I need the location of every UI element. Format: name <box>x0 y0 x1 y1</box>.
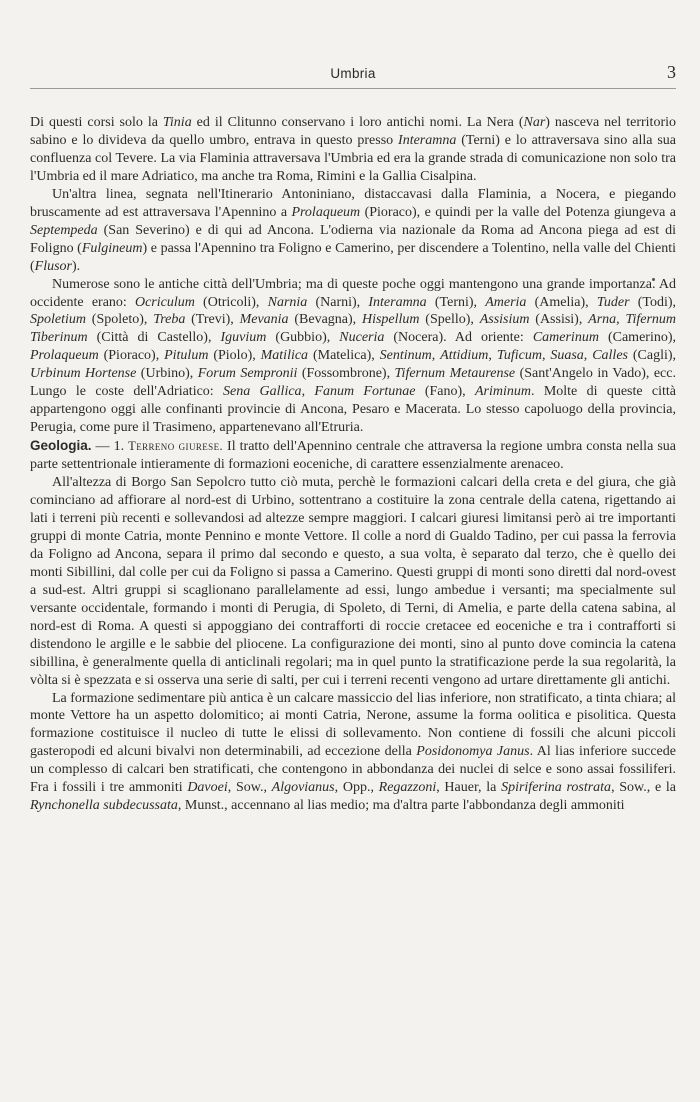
geology-continuation: la regione umbra consta nella sua parte settentrionale intieramente di formazioni eoceniche, di carattere essenzialmente arenaceo. <box>30 439 676 473</box>
paragraph-rivers: Di questi corsi solo la Tinia ed il Clitunno conservano i loro antichi nomi. La Nera (Nar) nasceva nel territorio sabino e lo divideva da quello umbro, entrava in questo presso Interamna (Terni) e lo attraversava sino alla sua confluenza col Tevere. La via Flaminia attraversava l'Umbria ed era la grande strada di comunicazione non solo tra l'Umbria ed il mare Adriatico, ma anche tra Roma, Rimini e la Gallia Cisalpina. <box>30 115 676 184</box>
paragraph-formazione: La formazione sedimentare più antica è un calcare massiccio del lias inferiore, non stratificato, a tinta chiara; al monte Vettore ha un aspetto dolomitico; ai monti Catria, Nerone, assume la forma oolitica e pisolitica. Questa formazione costituisce il nucleo di tutte le elissi di sollevamento. Non contiene di fossili che alcuni piccoli gasteropodi ed alcuni bivalvi non determinabili, ad eccezione della Posidonomya Janus. Al lias inferiore succede un complesso di calcari ben stratificati, che contengono in abbondanza dei nuclei di selce e sono assai fossiliferi. Fra i fossili i tre ammoniti Davoei, Sow., Algovianus, Opp., Regazzoni, Hauer, la Spiriferina rostrata, Sow., e la Rynchonella subdecussata, Munst., accennano al lias medio; ma d'altra parte l'abbondanza degli ammoniti <box>30 690 676 814</box>
paragraph-cities: Numerose sono le antiche città dell'Umbria; ma di queste poche oggi mantengono una grande importanza. Ad occidente erano: Ocriculum (Otricoli), Narnia (Narni), Interamna (Terni), Ameria (Amelia), Tuder (Todi), Spoletium (Spoleto), Treba (Trevi), Mevania (Bevagna), Hispellum (Spello), Assisium (Assisi), Arna, Tifernum Tiberinum (Città di Castello), Iguvium (Gubbio), Nuceria (Nocera). Ad oriente: Camerinum (Camerino), Prolaqueum (Pioraco), Pitulum (Piolo), Matilica (Matelica), Sentinum, Attidium, Tuficum, Suasa, Calles (Cagli), Urbinum Hortense (Urbino), Forum Sempronii (Fossombrone), Tifernum Metaurense (Sant'Angelo in Vado), ecc. Lungo le coste dell'Adriatico: Sena Gallica, Fanum Fortunae (Fano), Ariminum. Molte di queste città appartengono oggi alle confinanti provincie di Ancona, Pesaro e Macerata. Lo stesso capoluogo della provincia, Perugia, come pure il Trasimeno, appartenevano all'Etruria. <box>30 276 677 436</box>
page-header <box>30 62 676 84</box>
paragraph-borgo-san-sepolcro: All'altezza di Borgo San Sepolcro tutto ciò muta, perchè le formazioni calcari della creta e del giura, che già cominciano ad affiorare al nord-est di Urbino, sottentrano a costituire la zona centrale della catena, rigettando ai lati i terreni più recenti e sollevandosi ad altezze sempre maggiori. I calcari giuresi limitansi però ai tre importanti gruppi di monte Catria, monte Pennino e monte Vettore. Il colle a nord di Gualdo Tadino, per cui passa la ferrovia da Foligno ad Ancona, separa il primo dal secondo e questo, a sua volta, è separato dal terzo, che è quello dei monti Sibillini, dal colle per cui da Foligno si passa a Camerino. Questi gruppi di monti sono diretti dal nord-ovest a sud-est. Altri gruppi si scaglionano parallelamente ad essi, lungo ambedue i versanti; ma specialmente sul versante occidentale, formando i monti di Perugia, di Spoleto, di Terni, di Amelia, e parte della catena sabina, al nord-est di Roma. A questi si appoggiano dei contrafforti di roccie cretacee ed eoceniche e tra i contrafforti si distendono le argille e le sabbie del pliocene. La configurazione dei monti, sino al punto dove comincia la catena sibillina, è generalmente quella di anticlinali regolari; ma in quel punto la stratificazione perde la sua regolarità, la vòlta si è spezzata e si osserva una serie di salti, per cui i terreni recenti vengono ad urtare direttamente gli antichi. <box>30 475 676 688</box>
paragraph-roads: Un'altra linea, segnata nell'Itinerario Antoniniano, distaccavasi dalla Flaminia, a Nocera, e piegando bruscamente ad est attraversava l'Apennino a Prolaqueum (Pioraco), e quindi per la valle del Potenza giungeva a Septempeda (San Severino) e di qui ad Ancona. L'odierna via nazionale da Roma ad Ancona piega ad est di Foligno (Fulgineum) e passa l'Apennino tra Foligno e Camerino, per discendere a Tolentino, nella valle del Chienti (Flusor). <box>30 186 677 274</box>
body-text <box>30 114 676 815</box>
heading-dash: — <box>91 439 114 455</box>
paragraph-geology-intro <box>30 437 676 474</box>
page-number: 3 <box>667 62 676 82</box>
running-title: Umbria <box>330 66 376 81</box>
subheading-terreno-giurese: Terreno giurese. <box>128 439 223 454</box>
section-heading-geology: Geologia. <box>30 438 92 454</box>
header-rule <box>30 88 676 89</box>
heading-number: 1. <box>113 439 125 455</box>
geology-lead: Il tratto dell'Apennino centrale che attraversa <box>223 439 483 455</box>
